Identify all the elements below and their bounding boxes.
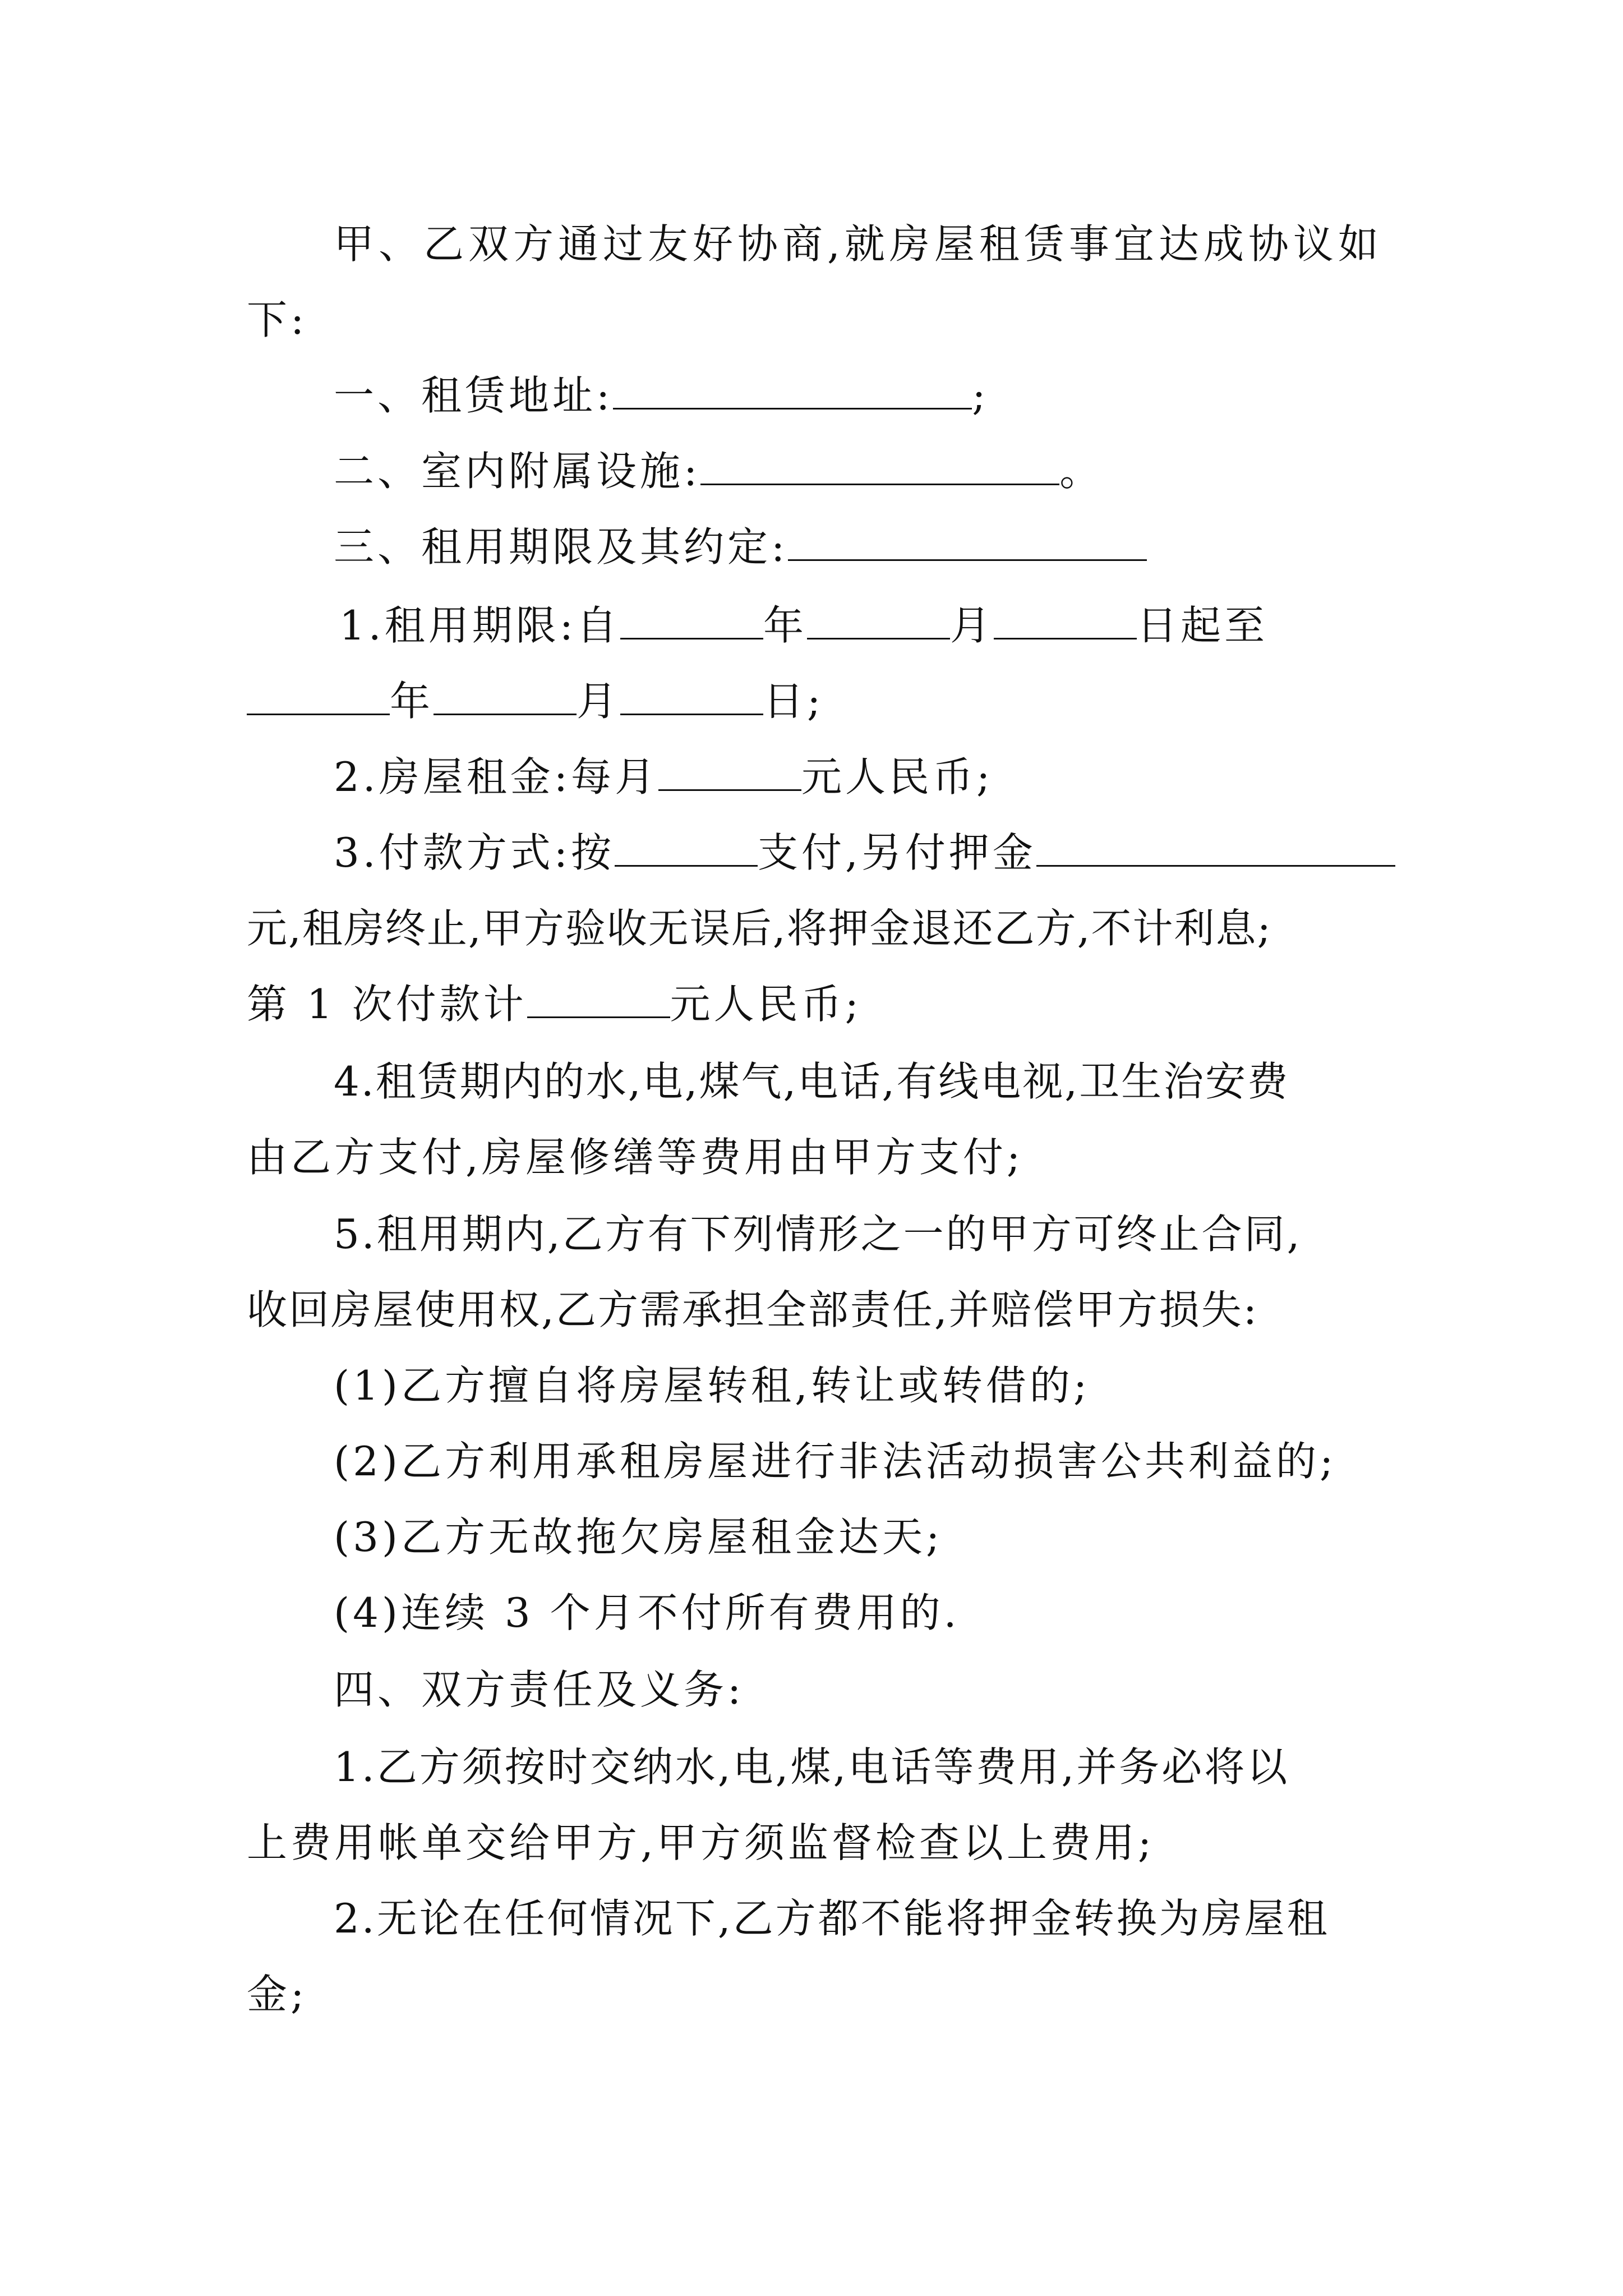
deposit-label: 支付,另付押金 [757, 829, 1036, 876]
term-line-2 [247, 673, 1374, 729]
section-3-term [334, 519, 1461, 575]
duty-2-line-2: 金; [247, 1971, 308, 2018]
payment-line-3 [247, 976, 1374, 1032]
termination-line-2: 收回房屋使用权,乙方需承担全部责任,并赔偿甲方损失: [247, 1286, 1259, 1333]
duty-2-line-1: 2.无论在任何情况下,乙方都不能将押金转换为房屋租 [334, 1895, 1330, 1942]
year-text: 年 [763, 602, 807, 649]
address-end: ; [972, 372, 989, 419]
start-day-text: 日起至 [1137, 602, 1269, 649]
address-blank[interactable] [613, 371, 972, 409]
facilities-label: 二、室内附属设施: [334, 448, 701, 495]
term-section-label: 三、租用期限及其约定: [334, 523, 789, 570]
month-text: 月 [949, 602, 994, 649]
utilities-line-2: 由乙方支付,房屋修缮等费用由甲方支付; [247, 1134, 1024, 1181]
case-3: (3)乙方无故拖欠房屋租金达天; [334, 1513, 943, 1561]
payment-line-1 [334, 825, 1461, 881]
duty-1-line-1: 1.乙方须按时交纳水,电,煤,电话等费用,并务必将以 [334, 1743, 1290, 1791]
facilities-end: 。 [1059, 448, 1104, 495]
end-day-text: 日; [763, 678, 824, 725]
intro-line-2: 下: [247, 296, 308, 343]
case-4: (4)连续 3 个月不付所有费用的. [334, 1589, 960, 1636]
first-payment-label: 第 1 次付款计 [247, 981, 527, 1028]
deposit-blank[interactable] [1036, 828, 1395, 867]
end-year-text: 年 [390, 678, 434, 725]
rent-blank[interactable] [658, 752, 801, 791]
rent-line [334, 749, 1461, 805]
term-section-blank[interactable] [788, 522, 1147, 561]
payment-method-blank[interactable] [615, 828, 758, 867]
end-year-blank[interactable] [247, 677, 390, 715]
rent-unit: 元人民币; [801, 753, 994, 800]
first-payment-unit: 元人民币; [670, 981, 862, 1028]
section-1-address [334, 367, 1461, 424]
end-month-text: 月 [577, 678, 621, 725]
end-day-blank[interactable] [620, 677, 763, 715]
section-4-duties: 四、双方责任及义务: [334, 1666, 745, 1713]
case-2: (2)乙方利用承租房屋进行非法活动损害公共利益的; [334, 1438, 1337, 1485]
start-year-blank[interactable] [620, 601, 763, 639]
rent-label: 2.房屋租金:每月 [334, 753, 658, 800]
end-month-blank[interactable] [434, 677, 577, 715]
start-month-blank[interactable] [807, 601, 950, 639]
termination-line-1: 5.租用期内,乙方有下列情形之一的甲方可终止合同, [334, 1211, 1302, 1258]
duty-1-line-2: 上费用帐单交给甲方,甲方须监督检查以上费用; [247, 1819, 1155, 1866]
first-payment-blank[interactable] [527, 979, 670, 1018]
case-1: (1)乙方擅自将房屋转租,转让或转借的; [334, 1362, 1091, 1409]
payment-label: 3.付款方式:按 [334, 829, 615, 876]
term-label: 1.租用期限:自 [339, 602, 620, 649]
term-line-1 [339, 597, 1467, 654]
utilities-line-1: 4.租赁期内的水,电,煤气,电话,有线电视,卫生治安费 [334, 1058, 1290, 1105]
intro-line-1: 甲、乙双方通过友好协商,就房屋租赁事宜达成协议如 [334, 220, 1383, 268]
section-2-facilities [334, 443, 1461, 499]
address-label: 一、租赁地址: [334, 372, 614, 419]
payment-line-2: 元,租房终止,甲方验收无误后,将押金退还乙方,不计利息; [247, 905, 1272, 952]
facilities-blank[interactable] [700, 447, 1059, 485]
start-day-blank[interactable] [994, 601, 1137, 639]
